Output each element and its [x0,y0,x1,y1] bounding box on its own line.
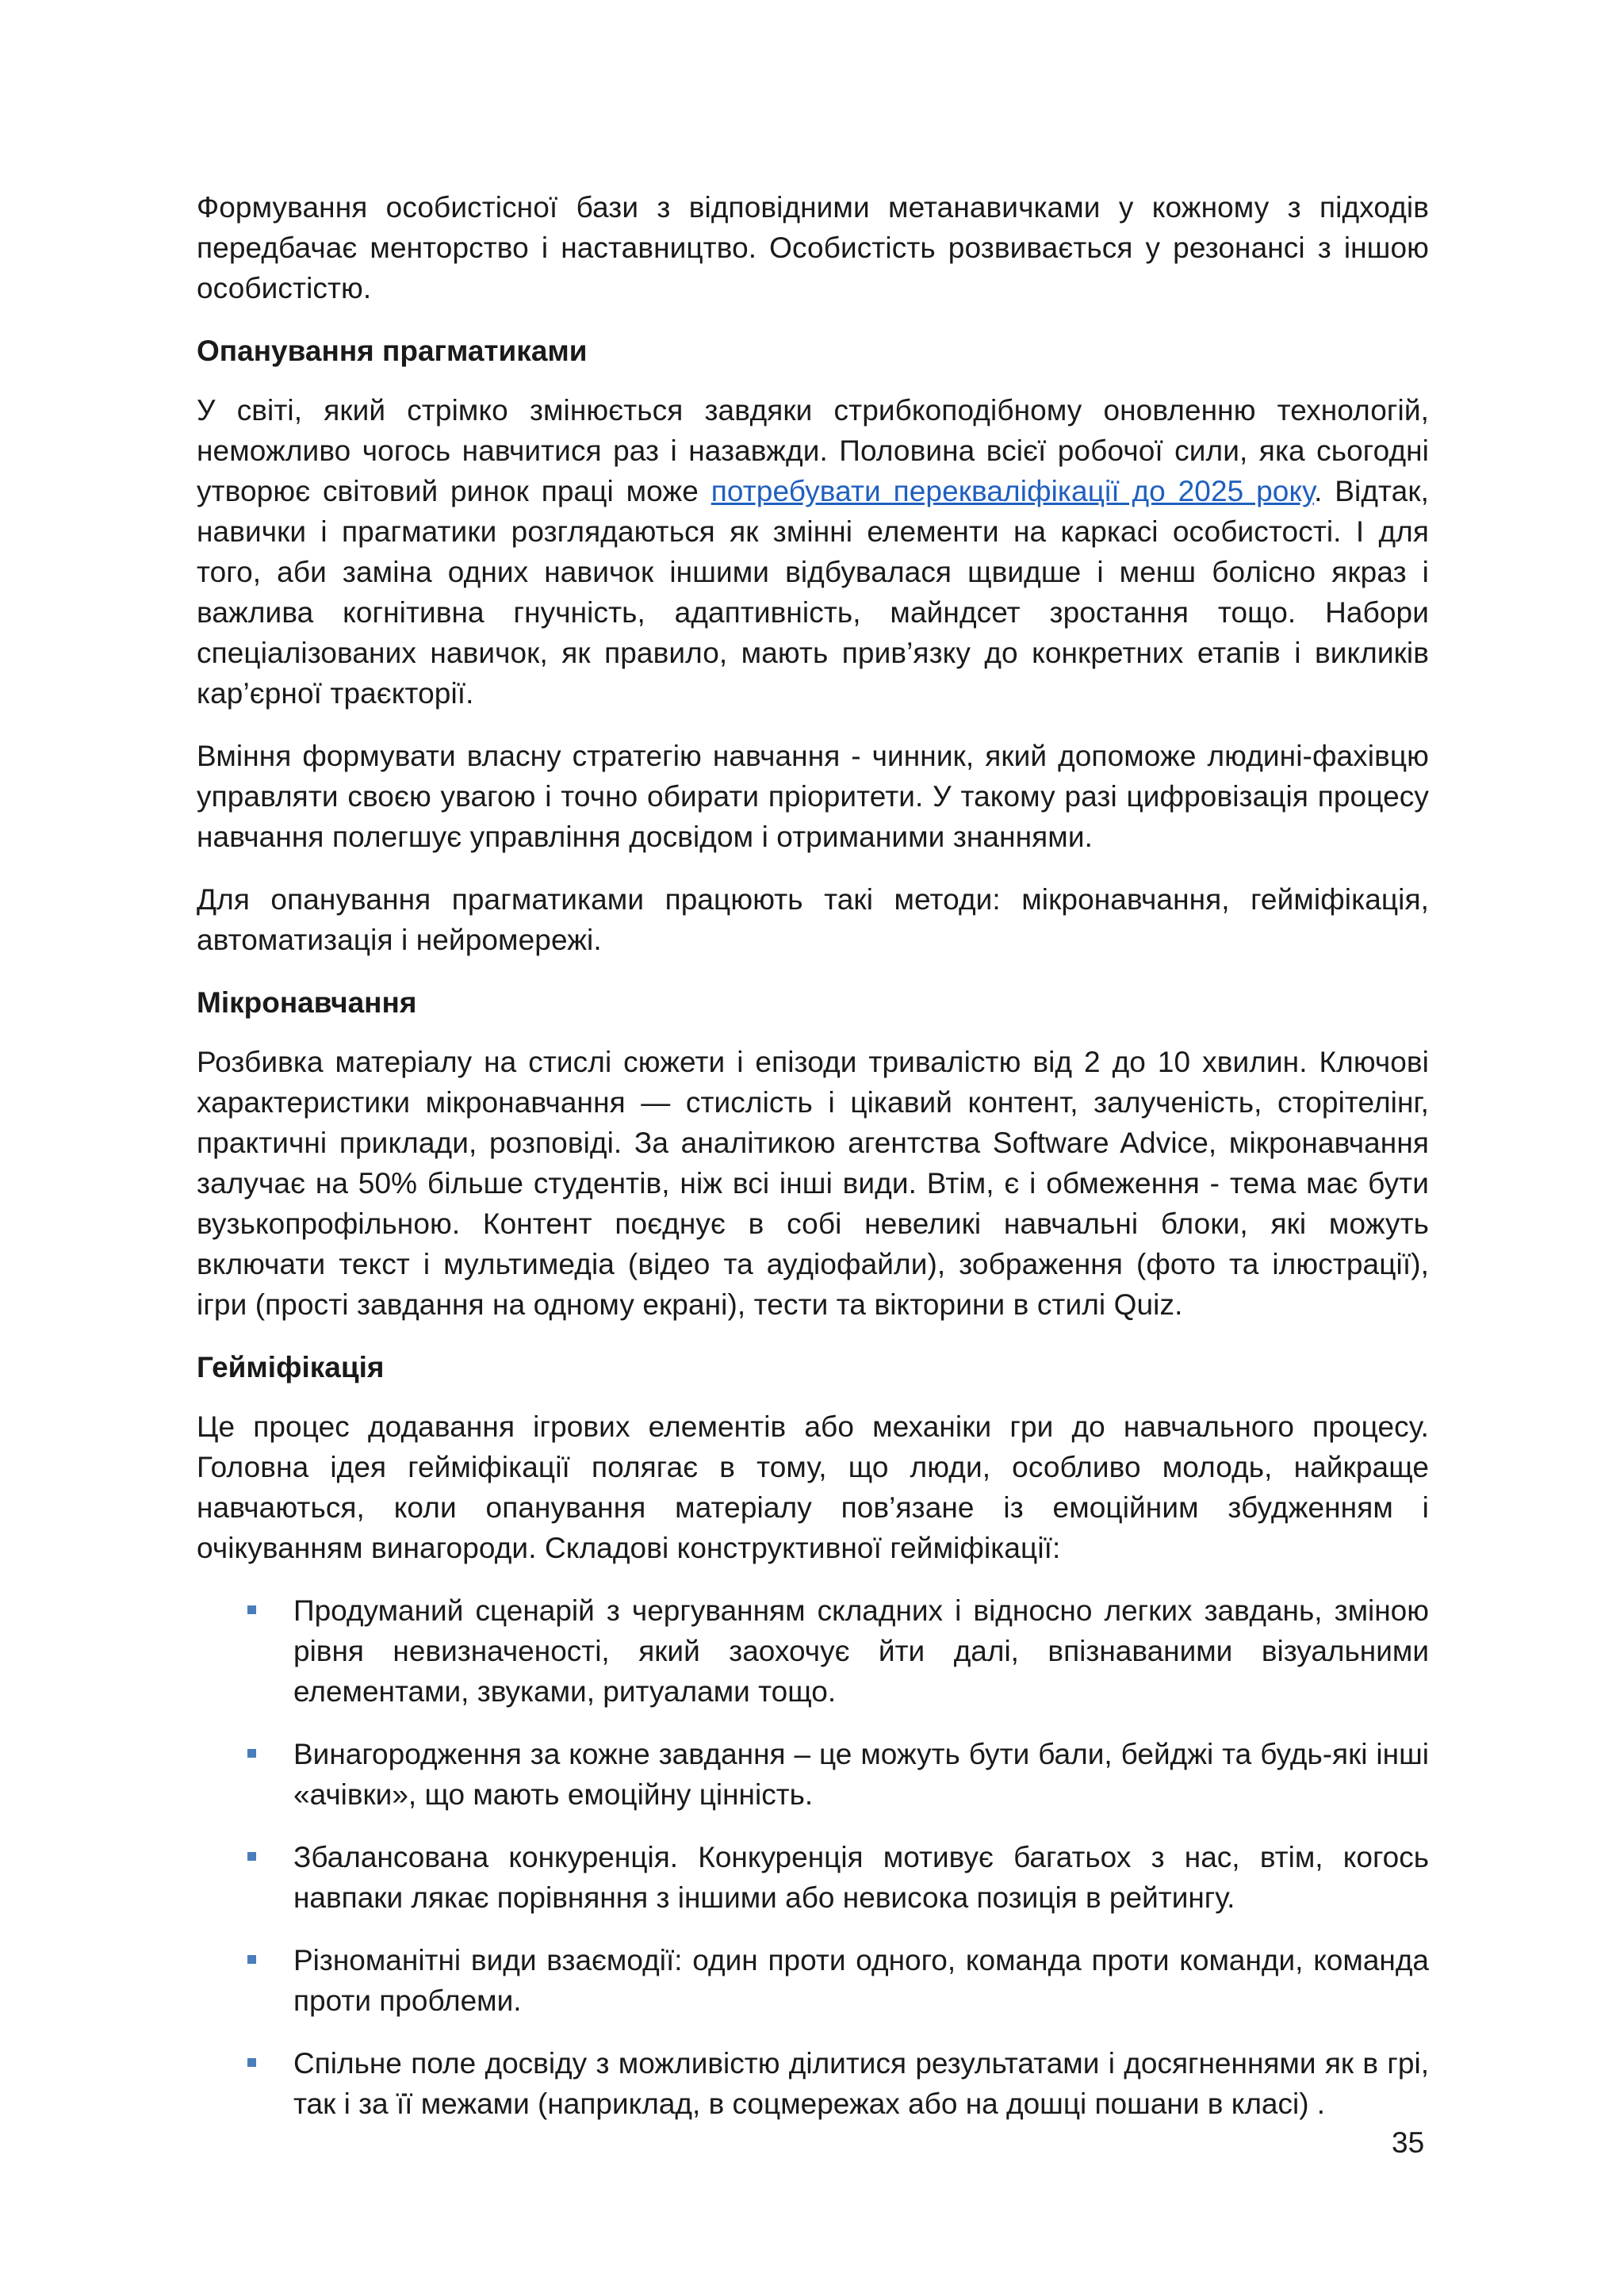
page-number: 35 [1392,2126,1425,2159]
gamification-components-list [197,1590,1429,2124]
square-bullet-icon [247,1852,256,1861]
document-page [197,187,1429,2146]
list-item-text: Різноманітні види взаємодії: один проти одного, команда проти команди, команда проти проблеми. [293,1944,1429,2017]
square-bullet-icon [247,1955,256,1964]
paragraph-learning-strategy: Вміння формувати власну стратегію навчання - чинник, який допоможе людині-фахівцю управляти своєю увагою і точно обирати пріоритети. У такому разі цифровізація процесу навчання полегшує управління досвідом і отриманими знаннями. [197,740,1429,853]
list-item-text: Спільне поле досвіду з можливістю ділитися результатами і досягненнями як в грі, так і за її межами (наприклад, в соцмережах або на дошці пошани в класі) . [293,2047,1429,2120]
paragraph-microlearning: Розбивка матеріалу на стислі сюжети і епізоди тривалістю від 2 до 10 хвилин. Ключові характеристики мікронавчання — стислість і цікавий контент, залученість, сторітелінг, практичні приклади, розповіді. За аналітикою агентства Software Advice, мікронавчання залучає на 50% більше студентів, ніж всі інші види. Втім, є і обмеження - тема має бути вузькопрофільною. Контент поєднує в собі невеликі навчальні блоки, які можуть включати текст і мультимедіа (відео та аудіофайли), зображення (фото та ілюстрації), ігри (прості завдання на одному екрані), тести та вікторини в стилі Quiz. [197,1046,1429,1321]
list-item-text: Винагородження за кожне завдання – це можуть бути бали, бейджі та будь-які інші «ачівки», що мають емоційну цінність. [293,1738,1429,1811]
list-item [197,1837,1429,1918]
paragraph-methods: Для опанування прагматиками працюють такі методи: мікронавчання, гейміфікація, автоматизація і нейромережі. [197,883,1429,956]
heading-gamification: Гейміфікація [197,1351,385,1383]
list-item [197,2043,1429,2124]
heading-pragmatics: Опанування прагматиками [197,335,588,367]
list-item [197,1940,1429,2021]
square-bullet-icon [247,2058,256,2067]
list-item [197,1590,1429,1712]
list-item-text: Продуманий сценарій з чергуванням складних і відносно легких завдань, зміною рівня невизначеності, який заохочує йти далі, впізнаваними візуальними елементами, звуками, ритуалами тощо. [293,1594,1429,1708]
paragraph-gamification: Це процес додавання ігрових елементів або механіки гри до навчального процесу. Головна ідея гейміфікації полягає в тому, що люди, особливо молодь, найкраще навчаються, коли опанування матеріалу пов’язане із емоційним збудженням і очікуванням винагороди. Складові конструктивної гейміфікації: [197,1410,1429,1564]
paragraph-text-part: У світі, який стрімко змінюється завдяки стрибкоподібному оновленню технологій, неможливо чогось навчитися раз і назавжди. Половина всієї робочої сили, яка сьогодні утворює світовий ринок праці може [197,394,1429,507]
list-item-text: Збалансована конкуренція. Конкуренція мотивує багатьох з нас, втім, когось навпаки лякає порівняння з іншими або невисока позиція в рейтингу. [293,1841,1429,1914]
paragraph-world-changes [197,390,1429,714]
list-item [197,1734,1429,1815]
square-bullet-icon [247,1749,256,1758]
heading-microlearning: Мікронавчання [197,986,417,1019]
requalification-link[interactable]: потребувати перекваліфікації до 2025 року [710,475,1315,507]
paragraph-personal-base: Формування особистісної бази з відповідними метанавичками у кожному з підходів передбачає менторство і наставництво. Особистість розвивається у резонансі з іншою особистістю. [197,191,1429,304]
square-bullet-icon [247,1605,256,1614]
paragraph-text-part: . Відтак, навички і прагматики розглядаються як змінні елементи на каркасі особистості. І для того, аби заміна одних навичок іншими відбувалася щвидше і менш болісно якраз і важлива когнітивна гнучність, адаптивність, майндсет зростання тощо. Набори спеціалізованих навичок, як правило, мають прив’язку до конкретних етапів і викликів кар’єрної траєкторії. [197,475,1429,710]
